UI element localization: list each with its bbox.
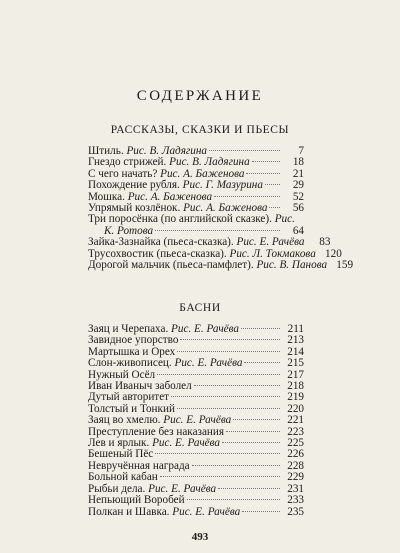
dot-leader	[155, 230, 280, 231]
section-heading-stories: РАССКАЗЫ, СКАЗКИ И ПЬЕСЫ	[110, 124, 290, 136]
toc-entry-illustrator: Рис. В. Панова	[256, 259, 328, 272]
dot-leader	[160, 476, 280, 477]
dot-leader	[177, 351, 280, 352]
toc-entry-text: Невручённая награда	[88, 459, 190, 472]
toc-entry-page: 219	[287, 391, 304, 404]
toc-entry-text: Трусохвостик (пьеса-сказка).	[88, 247, 230, 260]
toc-entry-page: 56	[292, 202, 304, 215]
toc-entry-text: Мартышка и Орех	[88, 345, 176, 358]
toc-entry	[88, 259, 354, 272]
toc-entry-page: 83	[319, 236, 331, 249]
toc-entry-page: 217	[287, 368, 304, 381]
dot-leader	[194, 385, 280, 386]
toc-entry-text: Завидное упорство	[88, 334, 179, 347]
toc-entry-illustrator: Рис. А. Баженова	[183, 202, 268, 215]
dot-leader	[226, 431, 280, 432]
toc-entry-page: 211	[287, 323, 304, 335]
dot-leader	[171, 396, 280, 397]
toc-entry-illustrator: Рис. Е. Рачёва	[236, 236, 305, 249]
dot-leader	[192, 465, 280, 466]
dot-leader	[187, 499, 280, 500]
toc-entry-illustrator: Рис. Е. Рачёва	[148, 482, 217, 495]
toc-entry-illustrator: Рис. Е. Рачёва	[171, 323, 239, 335]
page-number: 493	[191, 531, 209, 543]
toc-entry-page: 221	[287, 414, 304, 427]
dot-leader	[177, 408, 280, 409]
toc-entry-text: Нужный Осёл	[88, 368, 156, 381]
toc-entry-text: Полкан и Шавка.	[88, 505, 173, 518]
toc-entry-illustrator: Рис. Л. Токмакова	[229, 247, 316, 260]
toc-entry-text: Лев и ярлык.	[88, 437, 153, 450]
section-heading-fables: БАСНИ	[179, 302, 221, 314]
toc-entry-text: Преступление без наказания	[88, 425, 225, 438]
toc-entry-page: 21	[292, 167, 304, 180]
toc-entry-text: Похождение рубля.	[88, 179, 183, 192]
dot-leader	[252, 161, 280, 162]
toc-entry-page: 213	[287, 334, 304, 347]
toc-entry-page: 215	[287, 357, 304, 370]
dot-leader	[265, 184, 280, 185]
toc-entry-text: Непьющий Воробей	[88, 494, 185, 507]
toc-entry-page: 159	[336, 259, 354, 272]
toc-entry-text: Упрямый козлёнок.	[88, 202, 184, 215]
toc-entry-text: Заяц и Черепаха.	[88, 323, 172, 335]
dot-leader	[209, 150, 280, 151]
toc-entry-page: 225	[287, 437, 304, 450]
toc-entry-illustrator: Рис. Е. Рачёва	[163, 414, 232, 427]
toc-entry-text: Рыбьи дела.	[88, 482, 149, 495]
toc-entry-title	[88, 260, 327, 271]
toc-entry-page: 52	[292, 190, 304, 203]
toc-entry-page: 233	[287, 494, 304, 507]
toc-entry-text: Больной кабан	[88, 471, 158, 484]
toc-entry-text: Иван Иваныч заболел	[88, 380, 192, 393]
toc-entry-illustrator: К. Ротова	[104, 224, 154, 237]
toc-entry-text: Зайка-Зазнайка (пьеса-сказка).	[88, 236, 237, 249]
dot-leader	[218, 488, 280, 489]
toc-entry-text: Три поросёнка (по английской сказке).	[88, 213, 275, 226]
toc-entry-page: 226	[287, 448, 304, 461]
dot-leader	[242, 511, 280, 512]
toc-entry-illustrator: Рис. Е. Рачёва	[174, 357, 243, 370]
toc-entry-text: Толстый и Тонкий	[88, 402, 175, 415]
toc-entry-text: Дорогой мальчик (пьеса-памфлет).	[88, 259, 257, 272]
dot-leader	[244, 362, 280, 363]
toc-entry-page: 214	[287, 345, 304, 358]
toc-entry-page: 223	[287, 425, 304, 438]
dot-leader	[157, 374, 280, 375]
page-title: СОДЕРЖАНИЕ	[136, 88, 264, 104]
dot-leader	[246, 173, 280, 174]
toc-entry-page: 18	[292, 156, 304, 169]
toc-entry-page: 7	[298, 145, 304, 157]
toc-entry-text: Бешеный Пёс	[88, 448, 154, 461]
toc-entry-page: 64	[292, 224, 304, 237]
dot-leader	[155, 453, 280, 454]
toc-entry-illustrator: Рис. Е. Рачёва	[172, 505, 241, 518]
toc-entry-text: С чего начать?	[88, 167, 161, 180]
dot-leader	[180, 339, 280, 340]
toc-entry-text: Гнездо стрижей.	[88, 156, 170, 169]
toc-entry-text: Слон-живописец.	[88, 357, 175, 370]
dot-leader	[222, 442, 280, 443]
toc-list-stories	[88, 145, 354, 272]
toc-entry-page: 29	[292, 179, 304, 192]
toc-entry-text: Мошка.	[88, 190, 128, 203]
toc-entry	[88, 507, 304, 518]
toc-entry-illustrator: Рис. В. Ладягина	[169, 156, 250, 169]
dot-leader	[233, 419, 280, 420]
dot-leader	[241, 328, 280, 329]
toc-list-fables	[88, 324, 304, 518]
toc-entry-illustrator: Рис.	[274, 213, 295, 226]
toc-entry-page: 228	[287, 459, 304, 472]
toc-entry-illustrator: Рис. А. Баженова	[160, 167, 245, 180]
toc-entry-page: 235	[287, 505, 304, 518]
toc-entry-text: Штиль.	[88, 145, 127, 157]
toc-entry-page: 231	[287, 482, 304, 495]
dot-leader	[214, 196, 280, 197]
toc-entry-page: 120	[325, 247, 342, 260]
toc-entry-title	[88, 507, 240, 518]
toc-entry-illustrator: Рис. Е. Рачёва	[152, 437, 221, 450]
toc-entry-illustrator: Рис. А. Баженова	[127, 190, 213, 203]
toc-entry-illustrator: Рис. Г. Мазурина	[182, 179, 263, 192]
toc-entry-page: 229	[287, 471, 304, 484]
toc-entry-text: Дутый авторитет	[88, 391, 170, 404]
dot-leader	[269, 207, 280, 208]
toc-entry-text: Заяц во хмелю.	[88, 414, 164, 427]
toc-entry-illustrator: Рис. В. Ладягина	[126, 145, 207, 157]
toc-entry-page: 218	[287, 380, 304, 393]
toc-entry-page: 220	[287, 402, 304, 415]
